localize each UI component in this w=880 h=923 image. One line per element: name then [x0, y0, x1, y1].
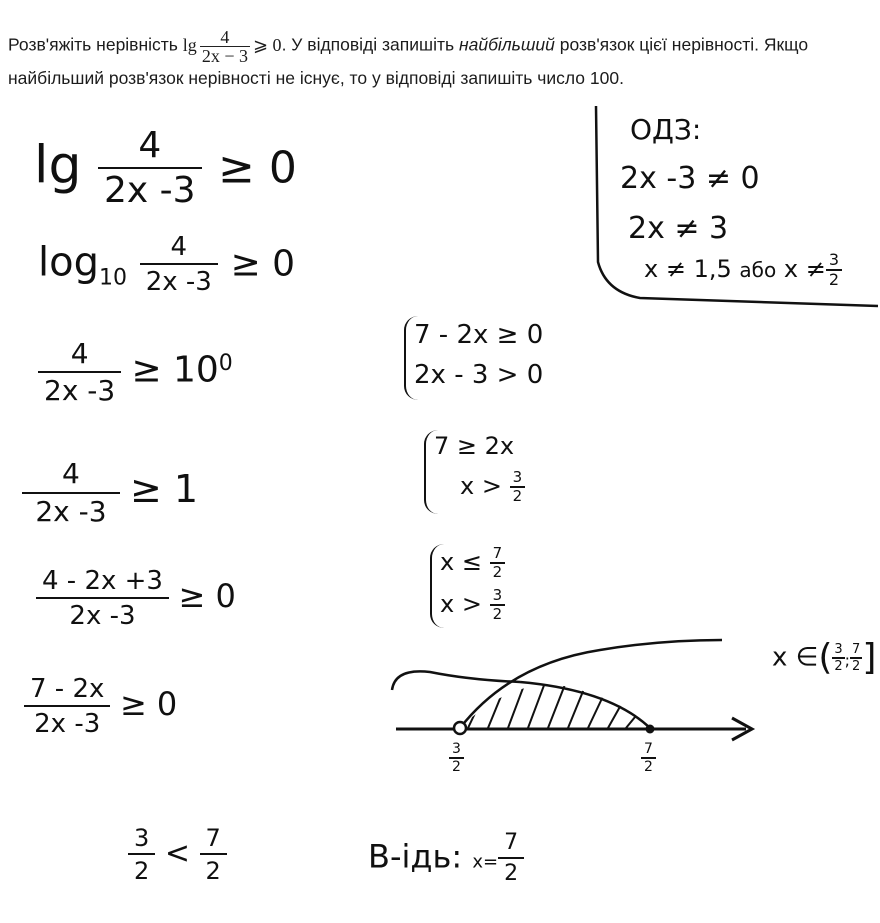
- compare-left-num: 3: [128, 826, 155, 855]
- odz-line-3-b: або: [739, 258, 777, 282]
- step-2-den: 2x -3: [145, 267, 212, 297]
- odz-frame: [596, 106, 878, 306]
- system-2-den: 2: [512, 487, 523, 505]
- answer-var: x=: [472, 851, 499, 873]
- interval-close: ]: [862, 637, 877, 678]
- step-2-fn: log: [38, 239, 99, 286]
- system-3-a-num: 7: [490, 546, 506, 564]
- task-numerator: 4: [200, 28, 250, 47]
- step-5-num: 4 - 2x +3: [36, 568, 169, 599]
- task-denominator: 2x − 3: [201, 46, 248, 66]
- system-3-a-den: 2: [492, 563, 503, 581]
- system-2-b: x >: [460, 472, 502, 500]
- step-3-exp: 0: [218, 350, 233, 376]
- odz-line-3-den: 2: [828, 270, 839, 289]
- closed-point-right: [646, 725, 655, 734]
- numberline-left-num: 3: [449, 742, 464, 759]
- step-4-den: 2x -3: [35, 495, 107, 528]
- step-2-num: 4: [140, 234, 218, 265]
- answer-label: В-ідь:: [368, 837, 463, 876]
- step-2-base: 10: [98, 265, 127, 291]
- step-6-den: 2x -3: [34, 709, 101, 739]
- numberline-right-den: 2: [644, 759, 653, 775]
- numberline-left-den: 2: [452, 759, 461, 775]
- step-6-num: 7 - 2x: [24, 676, 110, 707]
- step-4-rel: ≥ 1: [130, 467, 199, 511]
- step-1-den: 2x -3: [104, 170, 196, 211]
- step-3-den: 2x -3: [44, 374, 116, 407]
- compare-left-den: 2: [134, 857, 150, 885]
- step-1-rel: ≥ 0: [218, 142, 297, 194]
- compare-right-num: 7: [200, 826, 227, 855]
- task-emphasis: найбільший: [458, 34, 555, 55]
- step-1-num: 4: [98, 128, 202, 169]
- step-6-rel: ≥ 0: [119, 685, 178, 723]
- answer-den: 2: [504, 861, 519, 886]
- task-text-1: Розв'яжіть нерівність: [8, 34, 178, 55]
- system-3-b-den: 2: [492, 605, 503, 623]
- curve-right-branch: [460, 640, 722, 728]
- interval-open: (: [818, 637, 833, 678]
- open-point-left: [454, 722, 466, 734]
- system-3-b-num: 3: [490, 588, 506, 606]
- interval-prefix: x ∈: [772, 642, 819, 673]
- answer-num: 7: [498, 832, 524, 859]
- interval-b-den: 2: [852, 659, 861, 674]
- interval-a-den: 2: [834, 659, 843, 674]
- step-3-rel: ≥ 10: [131, 349, 219, 391]
- interval-a-num: 3: [834, 642, 843, 657]
- interval-b-num: 7: [852, 642, 861, 657]
- numberline-right-num: 7: [641, 742, 656, 759]
- system-1-line-1: 7 - 2x ≥ 0: [414, 320, 544, 350]
- odz-line-3-c: x ≠: [783, 255, 826, 283]
- step-3-num: 4: [38, 340, 121, 373]
- task-relation: ⩾ 0: [252, 34, 282, 55]
- task-text-2: . У відповіді запишіть: [281, 34, 455, 55]
- odz-title: ОДЗ:: [630, 113, 702, 146]
- system-2-line-1: 7 ≥ 2x: [434, 432, 515, 460]
- step-1-fn: lg: [34, 135, 82, 196]
- odz-line-2: 2x ≠ 3: [628, 211, 729, 246]
- compare-rel: <: [164, 836, 190, 871]
- interval-sep: ;: [844, 650, 851, 670]
- step-4-num: 4: [22, 460, 120, 494]
- system-3-b: x >: [440, 590, 482, 618]
- step-5-den: 2x -3: [69, 601, 136, 631]
- compare-right-den: 2: [205, 857, 221, 885]
- step-5-rel: ≥ 0: [178, 577, 236, 615]
- odz-line-3-num: 3: [826, 252, 842, 271]
- task-fn: lg: [182, 34, 197, 55]
- task-text-3: розв'язок цієї нерівності. Якщо найбільший розв'язок нерівності не існує, то у відповіді запишіть число 100.: [8, 34, 809, 88]
- system-1-line-2: 2x - 3 > 0: [414, 360, 544, 390]
- odz-line-1: 2x -3 ≠ 0: [620, 161, 760, 196]
- system-3-a: x ≤: [440, 548, 482, 576]
- step-2-rel: ≥ 0: [230, 243, 296, 285]
- odz-line-3-a: x ≠ 1,5: [644, 255, 732, 283]
- system-2-num: 3: [510, 470, 526, 488]
